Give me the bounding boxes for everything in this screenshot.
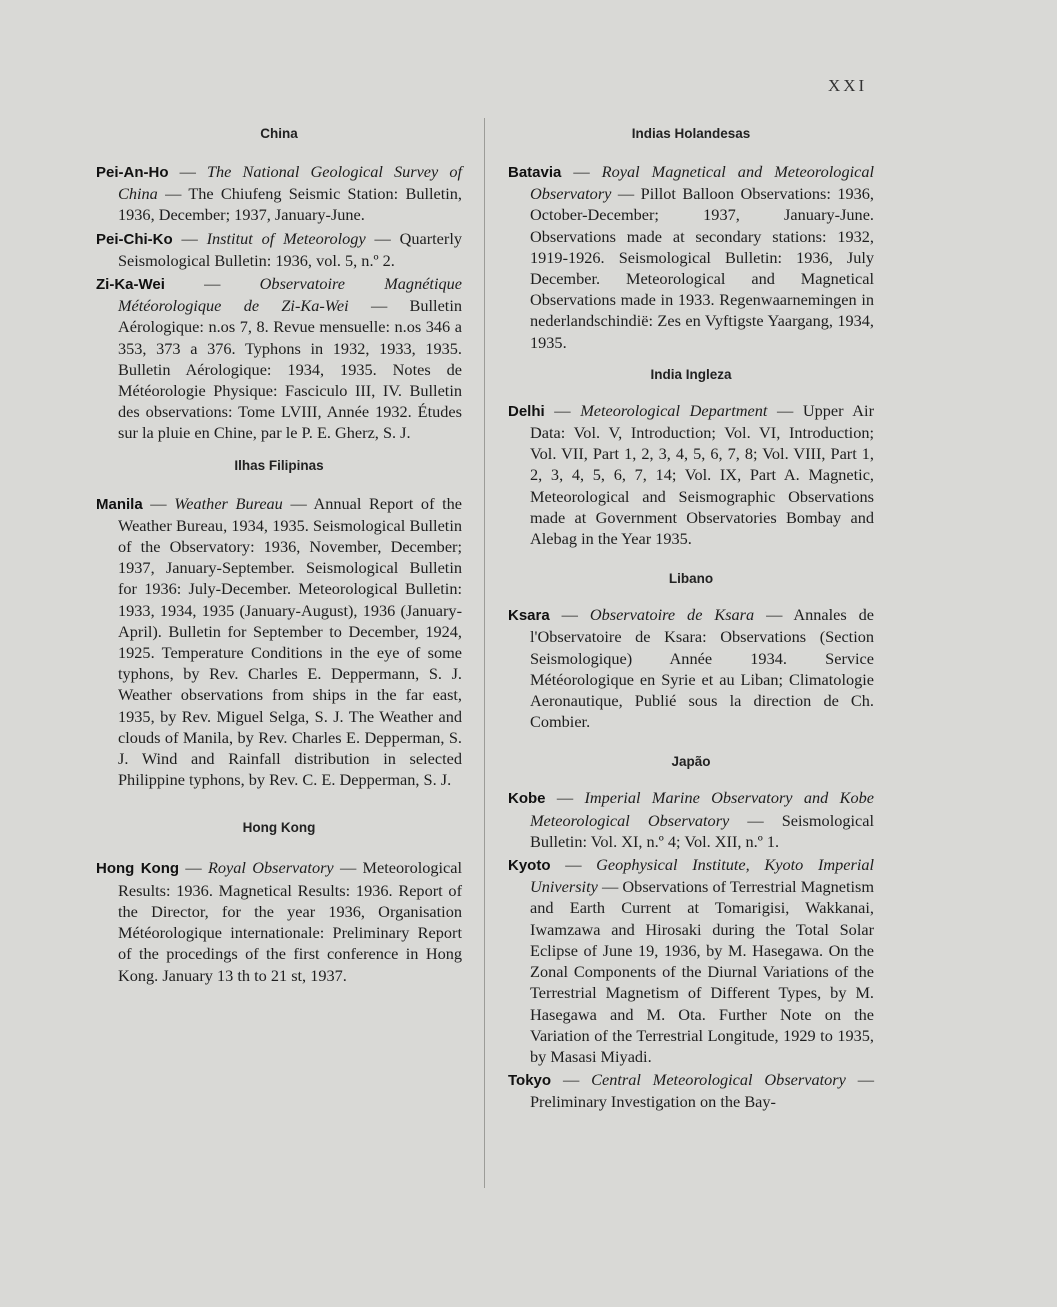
entry-name: Ksara [508,607,550,625]
entry-name: Pei-Chi-Ko [96,230,173,248]
entry-name: Kyoto [508,857,551,875]
entry-name: Manila [96,495,143,513]
section-heading-ilhas-filipinas: Ilhas Filipinas [234,457,324,473]
institution-name: Observatoire Magnétique Météorologique de Zi-Ka-Wei [118,274,462,316]
entry-hong-kong: Hong Kong — Royal Observatory — Meteorological Results: 1936. Magnetical Results: 1936. Report of the Director, for the year 1936, Organisation Météorologique internationale: Preliminary Report of the procedings of the first conference in Hong Kong. January 13 th to 21 st, 1937. [96,858,463,985]
institution-name: Institut of Meteorology [206,228,366,248]
section-heading-libano: Libano [668,571,714,587]
entry-name: Pei-An-Ho [96,164,169,181]
entry-text: — Preliminary Investigation on the Bay- [530,1070,874,1112]
entry-kyoto: Kyoto — Geophysical Institute, Kyoto Imperial University — Observations of Terrestrial Magnetism and Earth Current at Tomarigisi, Wakkanai, Iwamzawa and Hirosaki during the Total Solar Eclipse of June 19, 1936, by M. Hasegawa. On the Zonal Components of the Diurnal Variations of the Terrestrial Magnetism of Different Types, by M. Hasegawa and M. Ota. Further Note on the Variation of the Terrestrial Longitude, 1929 to 1935, by Masasi Miyadi. [508,855,875,1066]
section-heading-indias-holandesas: Indias Holandesas [631,126,751,141]
entry-kobe: Kobe — Imperial Marine Observatory and Kobe Meteorological Observatory — Seismological Bulletin: Vol. XI, n.º 4; Vol. XII, n.º 1. [508,788,875,851]
page-number: XXI [828,76,868,95]
entry-pei-chi-ko: Pei-Chi-Ko — Institut of Meteorology — Quarterly Seismological Bulletin: 1936, vol. 5, n.º 2. [96,228,462,270]
entry-delhi: Delhi — Meteorological Department — Upper Air Data: Vol. V, Introduction; Vol. VI, Introduction; Vol. VII, Part 1, 2, 3, 4, 5, 6, 7, 8; Vol. VIII, Part 1, 2, 3, 4, 5, 6, 7, 14; Vol. IX, Part A. Magnetic, Meteorological and Seismographic Observations made at Government Observatories Bombay and Alebag in the Year 1935. [508,400,874,549]
section-heading-hong-kong: Hong Kong [242,820,316,836]
institution-name: Central Meteorological Observatory [591,1070,846,1090]
entry-batavia: Batavia — Royal Magnetical and Meteorological Observatory — Pillot Balloon Observations: 1936, October-December; 1937, January-June. Observations made at secondary stations: 1932, 1919-1926. Seismological Bulletin: 1936, July December. Meteorological and Magnetical Observations made in 1933. Regenwaarnemingen in nederlandschindië: Zes en Vyftigste Yaargang, 1934, 1935. [508,162,875,352]
entry-text: — Observations of Terrestrial Magnetism and Earth Current at Tomarigisi, Wakkanai, Iwamzawa and Hirosaki during the Total Solar Eclipse of June 19, 1936, by M. Hasegawa. On the Zonal Components of the Diurnal Variations of the Terrestrial Magnetism of Different Types, by M. Hasegawa and M. Ota. Further Note on the Variation of the Terrestrial Longitude, 1929 to 1935, by Masasi Miyadi. [530,877,874,1066]
section-heading-japao: Japão [671,754,711,770]
entry-text: — Annales de l'Observatoire de Ksara: Observations (Section Seismologique) Année 1934. Service Météorologique en Syrie et au Liban; Climatologie Aeronautique, Publié sous la direction de Ch. Combier. [530,605,875,732]
entry-name: Tokyo [508,1072,552,1090]
institution-name: Imperial Marine Observatory and Kobe Meteorological Observatory [530,788,875,830]
institution-name: Royal Magnetical and Meteorological Observatory [530,162,875,204]
entry-text: — Bulletin Aérologique: n.os 7, 8. Revue mensuelle: n.os 346 a 353, 373 a 376. Typhons in 1932, 1933, 1935. Bulletin Aérologique: 1934, 1935. Notes de Météorologie Physique: Fasciculo III, IV. Bulletin des observations: Tome LVIII, Année 1932. Études sur la pluie en Chine, par le P. E. Gherz, S. J. [118,296,462,443]
section-heading-india-ingleza: India Ingleza [650,366,732,382]
entry-manila: Manila — Weather Bureau — Annual Report of the Weather Bureau, 1934, 1935. Seismological Bulletin of the Observatory: 1936, November, December; 1937, January-September. Seismological Bulletin for 1936: July-December. Meteorological Bulletin: 1933, 1934, 1935 (January-August), 1936 (January-April). Bulletin for September to December, 1924, 1925. Temperature Conditions in the eye of some typhons, by Rev. Charles E. Deppermann, S. J. Weather observations from ships in the far east, 1935, by Rev. Miguel Selga, S. J. The Weather and clouds of Manila, by Rev. Charles E. Depperman, S. J. Wind and Rainfall distribution in selected Philippine typhons, by Rev. C. E. Depperman, S. J. [96,493,463,790]
institution-name: Geophysical Institute, Kyoto Imperial University [530,855,875,897]
entry-text: — Seismological Bulletin: Vol. XI, n.º 4; Vol. XII, n.º 1. [530,810,874,851]
entry-text: — Annual Report of the Weather Bureau, 1934, 1935. Seismological Bulletin of the Observatory: 1936, November, December; 1937, January-September. Seismological Bulletin for 1936: July-December. Meteorological Bulletin: 1933, 1934, 1935 (January-August), 1936 (January-April). Bulletin for September to December, 1924, 1925. Temperature Conditions in the eye of some typhons, by Rev. Charles E. Deppermann, S. J. Weather observations from ships in the far east, 1935, by Rev. Miguel Selga, S. J. The Weather and clouds of Manila, by Rev. Charles E. Depperman, S. J. Wind and Rainfall distribution in selected Philippine typhons, by Rev. C. E. Depperman, S. J. [118,493,463,790]
entry-pei-an-ho: Pei-An-Ho — The National Geological Survey of China — The Chiufeng Seismic Station: Bulletin, 1936, December; 1937, January-June. [96,162,463,225]
column-divider [484,118,485,1188]
entry-name: Hong Kong [96,860,180,878]
entry-text: — Pillot Balloon Observations: 1936, October-December; 1937, January-June. Observations made at secondary stations: 1932, 1919-1926. Seismological Bulletin: 1936, July December. Meteorological and Magnetical Observations made in 1933. Regenwaarnemingen in nederlandschindië: Zes en Vyftigste Yaargang, 1934, 1935. [530,184,874,352]
section-heading-china: China [260,126,298,141]
entry-text: — The Chiufeng Seismic Station: Bulletin, 1936, December; 1937, January-June. [118,184,462,225]
institution-name: Royal Observatory [207,858,334,878]
entry-text: — Upper Air Data: Vol. V, Introduction; Vol. VI, Introduction; Vol. VII, Part 1, 2, 3, 4, 5, 6, 7, 8; Vol. VIII, Part 1, 2, 3, 4, 5, 6, 7, 14; Vol. IX, Part A. Magnetic, Meteorological and Seismographic Observations made at Government Observatories Bombay and Alebag in the Year 1935. [530,400,874,549]
right-column [508,118,874,1113]
institution-name: The National Geological Survey of China [118,162,463,204]
institution-name: Weather Bureau [174,493,283,513]
left-column [96,118,462,986]
entry-name: Batavia [508,164,562,181]
entry-name: Delhi [508,402,545,420]
entry-name: Zi-Ka-Wei [96,276,165,294]
institution-name: Meteorological Department [580,400,768,420]
entry-zi-ka-wei: Zi-Ka-Wei — Observatoire Magnétique Météorologique de Zi-Ka-Wei — Bulletin Aérologique: n.os 7, 8. Revue mensuelle: n.os 346 a 353, 373 a 376. Typhons in 1932, 1933, 1935. Bulletin Aérologique: 1934, 1935. Notes de Météorologie Physique: Fasciculo III, IV. Bulletin des observations: Tome LVIII, Année 1932. Études sur la pluie en Chine, par le P. E. Gherz, S. J. [96,274,462,443]
entry-text: — Quarterly Seismological Bulletin: 1936, vol. 5, n.º 2. [118,228,462,270]
institution-name: Observatoire de Ksara [589,605,755,625]
entry-text: — Meteorological Results: 1936. Magnetical Results: 1936. Report of the Director, for the year 1936, Organisation Météorologique internationale: Preliminary Report of the procedings of the first conference in Hong Kong. January 13 th to 21 st, 1937. [118,858,463,985]
entry-ksara: Ksara — Observatoire de Ksara — Annales de l'Observatoire de Ksara: Observations (Section Seismologique) Année 1934. Service Météorologique en Syrie et au Liban; Climatologie Aeronautique, Publié sous la direction de Ch. Combier. [508,605,875,732]
entry-tokyo: Tokyo — Central Meteorological Observatory — Preliminary Investigation on the Bay- [508,1070,874,1112]
entry-name: Kobe [508,790,546,808]
